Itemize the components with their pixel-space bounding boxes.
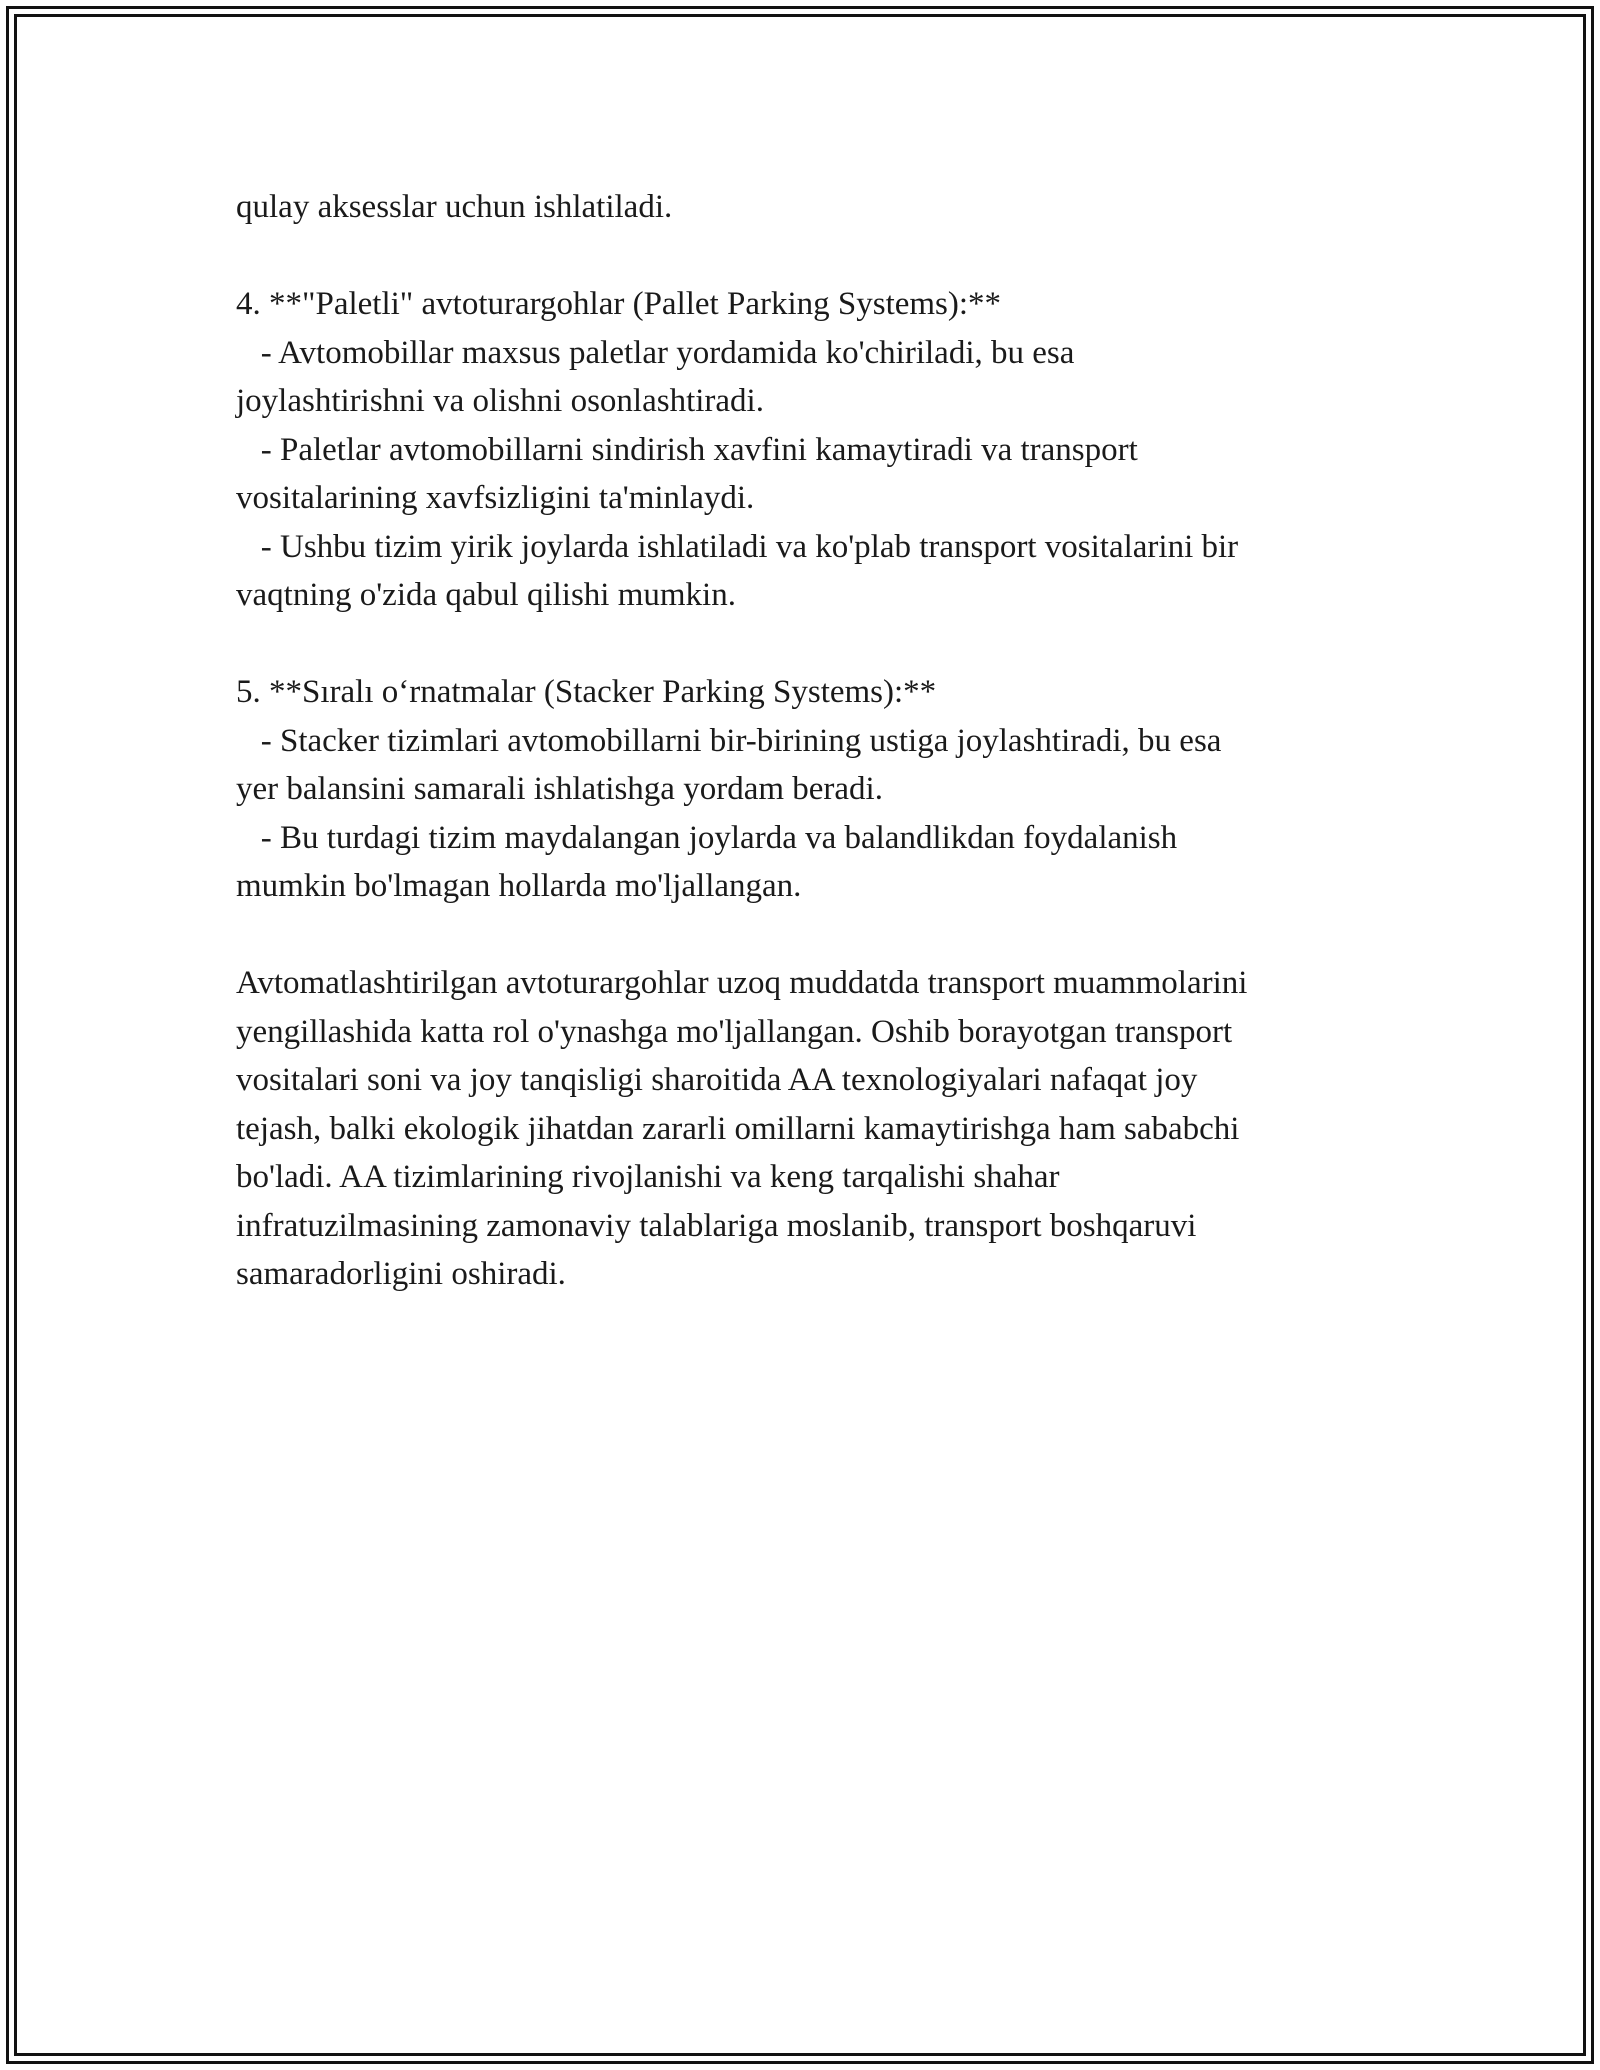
text-line: - Paletlar avtomobillarni sindirish xavfini kamaytiradi va transport <box>236 431 1138 468</box>
conclusion-line: samaradorligini oshiradi. <box>236 1256 566 1292</box>
conclusion-line: yengillashida katta rol o'ynashga mo'ljallangan. Oshib borayotgan transport <box>236 1013 1233 1050</box>
blank-line <box>236 232 1386 281</box>
text-line: - Avtomobillar maxsus paletlar yordamida ko'chiriladi, bu esa <box>236 334 1075 371</box>
text-line: qulay aksesslar uchun ishlatiladi. <box>236 189 673 225</box>
document-body <box>236 183 1386 1299</box>
conclusion-line: Avtomatlashtirilgan avtoturargohlar uzoq muddatda transport muammolarini <box>236 965 1248 1001</box>
text-line: yer balansini samarali ishlatishga yordam beradi. <box>236 771 883 807</box>
section-5-heading: 5. **Sıralı o‘rnatmalar (Stacker Parking Systems):** <box>236 674 937 710</box>
text-line: - Stacker tizimlari avtomobillarni bir-birining ustiga joylashtiradi, bu esa <box>236 722 1222 759</box>
text-line: - Bu turdagi tizim maydalangan joylarda va balandlikdan foydalanish <box>236 819 1178 856</box>
text-line: vaqtning o'zida qabul qilishi mumkin. <box>236 577 736 613</box>
conclusion-line: tejash, balki ekologik jihatdan zararli omillarni kamaytirishga ham sababchi <box>236 1110 1240 1147</box>
conclusion-line: bo'ladi. AA tizimlarining rivojlanishi va keng tarqalishi shahar <box>236 1159 1060 1195</box>
text-line: joylashtirishni va olishni osonlashtiradi. <box>236 383 764 419</box>
section-4-heading: 4. **"Paletli" avtoturargohlar (Pallet Parking Systems):** <box>236 286 1002 322</box>
blank-line <box>236 620 1386 669</box>
text-line: vositalarining xavfsizligini ta'minlaydi. <box>236 480 755 516</box>
text-line: mumkin bo'lmagan hollarda mo'ljallangan. <box>236 868 802 904</box>
conclusion-line: infratuzilmasining zamonaviy talablariga moslanib, transport boshqaruvi <box>236 1207 1197 1244</box>
text-line: - Ushbu tizim yirik joylarda ishlatiladi va ko'plab transport vositalarini bir <box>236 528 1239 565</box>
blank-line <box>236 911 1386 960</box>
conclusion-line: vositalari soni va joy tanqisligi sharoitida AA texnologiyalari nafaqat joy <box>236 1062 1198 1098</box>
